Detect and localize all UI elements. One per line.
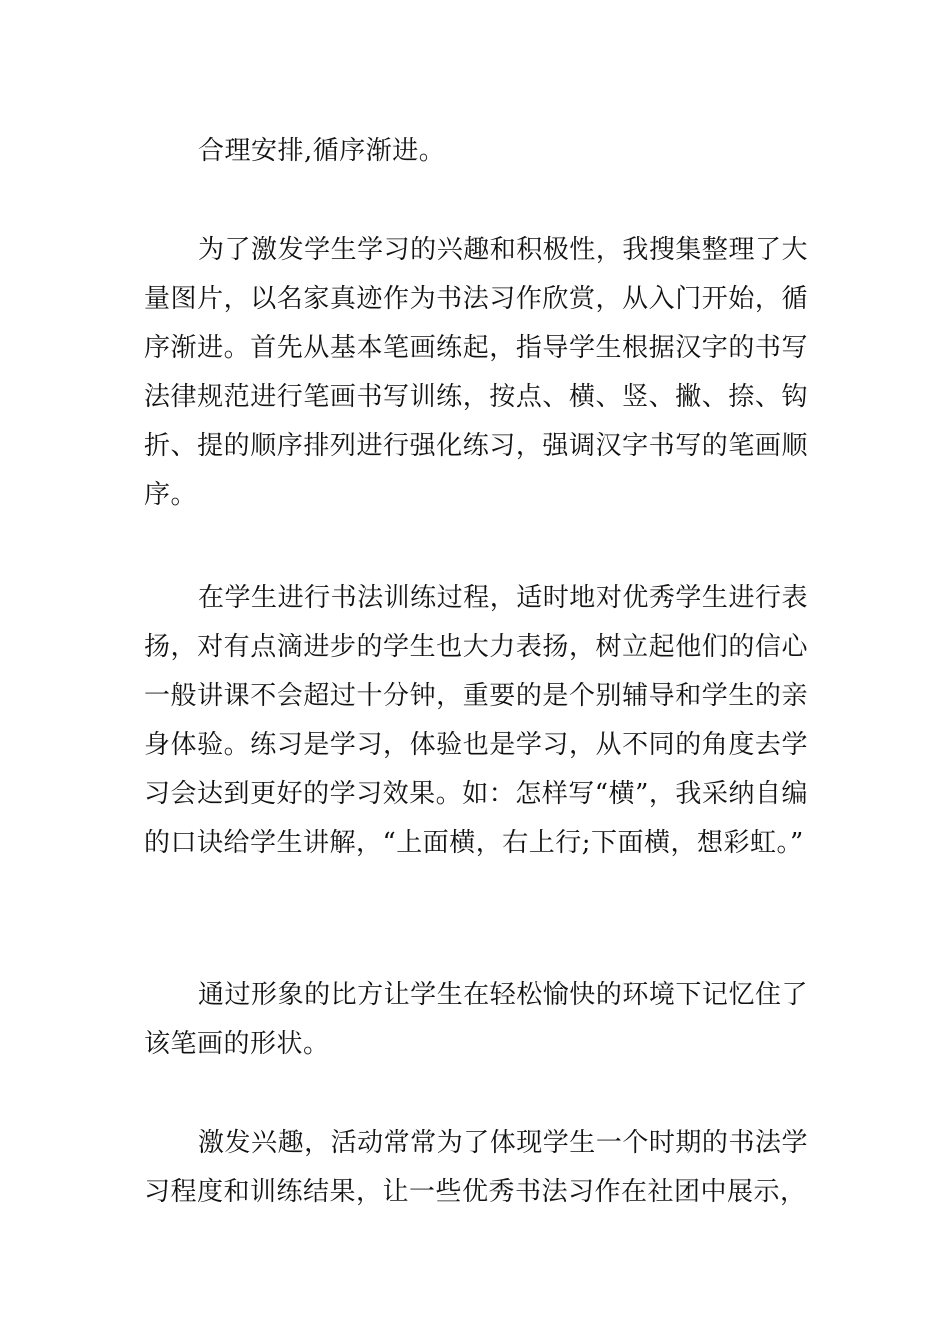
paragraph-3: 在学生进行书法训练过程，适时地对优秀学生进行表扬，对有点滴进步的学生也大力表扬，树立起他们的信心一般讲课不会超过十分钟，重要的是个别辅导和学生的亲身体验。练习是学习，体验也是学习，从不同的角度去学习会达到更好的学习效果。如：怎样写“横”，我采纳自编的口诀给学生讲解，“上面横，右上行;下面横，想彩虹。” — [144, 583, 808, 858]
paragraph-2: 为了激发学生学习的兴趣和积极性，我搜集整理了大量图片，以名家真迹作为书法习作欣赏，从入门开始，循序渐进。首先从基本笔画练起，指导学生根据汉字的书写法律规范进行笔画书写训练，按点、横、竖、撇、捺、钩折、提的顺序排列进行强化练习，强调汉字书写的笔画顺序。 — [144, 235, 808, 510]
paragraph-4: 通过形象的比方让学生在轻松愉快的环境下记忆住了该笔画的形状。 — [144, 980, 808, 1059]
paragraph-1: 合理安排,循序渐进。 — [198, 136, 446, 166]
paragraph-5: 激发兴趣，活动常常为了体现学生一个时期的书法学习程度和训练结果，让一些优秀书法习作在社团中展示， — [144, 1128, 808, 1207]
